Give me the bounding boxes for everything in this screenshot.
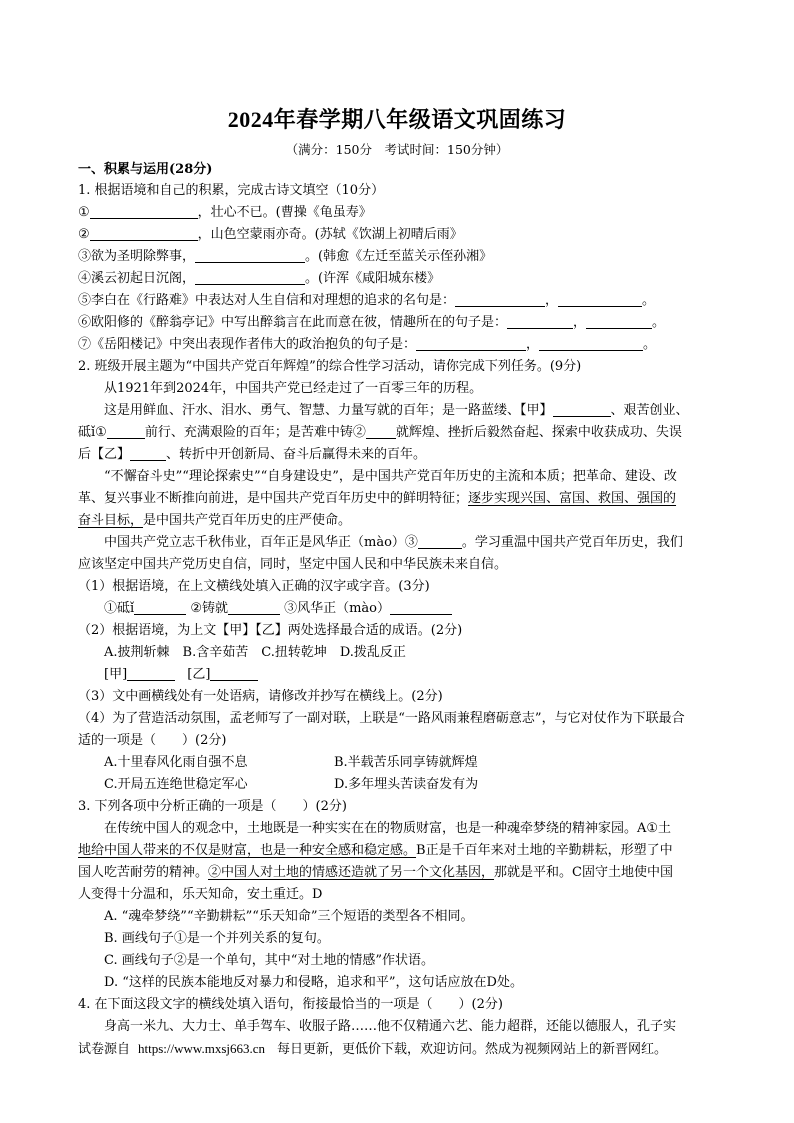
q2-sub-2-options: A.披荆斩棘 B.含辛茹苦 C.扭转乾坤 D.拨乱反正 [104,645,406,660]
q2-paragraph-3-line-3: 奋斗目标，是中国共产党百年历史的庄严使命。 [78,513,352,528]
q2-paragraph-2-line-1: 这是用鲜血、汗水、泪水、勇气、智慧、力量写就的百年；是一路蓝缕、【甲】 、艰苦创业、 [104,403,689,418]
q2-paragraph-3-line-1: “不懈奋斗史”“理论探索史”“自身建设史”，是中国共产党百年历史的主流和本质；把革命、建设、改 [104,469,677,484]
q1-item-7: ⑦《岳阳楼记》中突出表现作者伟大的政治抱负的句子是： ， 。 [78,337,657,352]
q2-paragraph-2-line-3: 后【乙】 、转折中开创新局、奋斗后赢得未来的百年。 [78,447,427,462]
option-b[interactable]: B.半载苦乐同享铸就辉煌 [334,755,478,770]
q2-sub-4-line-2: 适的一项是（ ）(2分) [78,733,227,748]
question-2-stem: 2. 班级开展主题为“中国共产党百年辉煌”的综合性学习活动，请你完成下列任务。(9分) [78,359,582,374]
answer-blank-jia[interactable] [127,666,175,681]
question-1-stem: 1. 根据语境和自己的积累，完成古诗文填空（10分） [78,183,385,198]
answer-blank-yi[interactable] [210,666,258,681]
q2-sub-2: （2）根据语境，为上文【甲】【乙】两处选择最合适的成语。(2分) [78,623,463,638]
fill-blank[interactable] [90,226,198,241]
fill-blank-yi[interactable] [130,446,166,461]
q3-passage-line-4: 人变得十分温和，乐天知命，安土重迁。D [78,887,323,902]
question-4-stem: 4. 在下面这段文字的横线处填入语句，衔接最恰当的一项是（ ）(2分) [78,997,503,1012]
fill-blank[interactable] [90,204,198,219]
q2-paragraph-3-line-2: 革、复兴事业不断推向前进，是中国共产党百年历史中的鲜明特征；逐步实现兴国、富国、救国、强国的 [78,491,677,506]
fill-blank[interactable] [195,270,305,285]
underlined-sentence: 奋斗目标， [78,513,144,528]
q1-item-5: ⑤李白在《行路难》中表达对人生自信和对理想的追求的名句是： ， 。 [78,293,656,308]
q1-item-2: ② ，山色空蒙雨亦奇。(苏轼《饮湖上初晴后雨》 [78,227,463,242]
q2-sub-3: （3）文中画横线处有一处语病，请修改并抄写在横线上。(2分) [78,689,443,704]
q3-passage-line-3: 国人吃苦耐劳的精神。②中国人对土地的情感还造就了另一个文化基因，那就是平和。C固守土地使中国 [78,865,673,880]
underlined-sentence-1: 地给中国人带来的不仅是财富，也是一种安全感和稳定感。 [78,843,417,858]
fill-blank-2[interactable] [366,424,396,439]
answer-blank-2[interactable] [228,600,280,615]
q3-option-d[interactable]: D. “这样的民族本能地反对暴力和侵略，追求和平”，这句话应放在D处。 [104,975,523,990]
exam-info: （满分：150分 考试时间：150分钟） [285,142,509,157]
page-title: 2024年春学期八年级语文巩固练习 [227,107,567,132]
q1-item-1: ① ，壮心不已。(曹操《龟虽寿》 [78,205,372,220]
option-d[interactable]: D.多年埋头苦读奋发有为 [334,777,479,792]
fill-blank[interactable] [455,292,545,307]
q3-option-c[interactable]: C. 画线句子②是一个单句，其中“对土地的情感”作状语。 [104,953,435,968]
q2-sub-4-line-1: （4）为了营造活动氛围，孟老师写了一副对联，上联是“一路风雨兼程磨砺意志”，与它对仗作为下联最合 [78,711,685,726]
underlined-sentence-2: ②中国人对土地的情感还造就了另一个文化基因， [208,865,495,880]
fill-blank[interactable] [507,314,573,329]
fill-blank[interactable] [195,248,305,263]
answer-blank-3[interactable] [390,600,452,615]
fill-blank[interactable] [416,336,526,351]
fill-blank[interactable] [539,336,643,351]
q2-sub-2-answers: [甲] [乙] [104,665,258,685]
q2-sub-1: （1）根据语境，在上文横线处填入正确的汉字或字音。(3分) [78,579,430,594]
option-c[interactable]: C.开局五连绝世稳定军心 [104,777,248,792]
q3-passage-line-1: 在传统中国人的观念中，土地既是一种实实在在的物质财富，也是一种魂牵梦绕的精神家园。A①土 [104,821,672,836]
fill-blank-1[interactable] [107,424,145,439]
q1-item-4: ④溪云初起日沉阁， 。(许浑《咸阳城东楼》 [78,271,441,286]
fill-blank[interactable] [558,292,642,307]
q4-passage-line-1: 身高一米九、大力士、单手驾车、收服子路……他不仅精通六艺、能力超群，还能以德服人，孔子实 [104,1019,677,1034]
source-link[interactable]: https://www.mxsj663.cn [138,1041,266,1056]
q2-paragraph-4-line-2: 应该坚定中国共产党历史自信，同时，坚定中国人民和中华民族未来自信。 [78,557,508,572]
answer-blank-1[interactable] [134,600,186,615]
section-heading: 一、积累与运用(28分) [78,162,213,177]
source-footer: 试卷源自 https://www.mxsj663.cn 每日更新，更低价下载，欢迎访问。然成为视频网站上的新晋网红。 [78,1041,668,1057]
fill-blank-3[interactable] [418,534,462,549]
fill-blank[interactable] [586,314,652,329]
q3-option-a[interactable]: A. “魂牵梦绕”“辛勤耕耘”“乐天知命”三个短语的类型各不相同。 [104,909,474,924]
q2-paragraph-1: 从1921年到2024年，中国共产党已经走过了一百零三年的历程。 [104,381,483,396]
q1-item-6: ⑥欧阳修的《醉翁亭记》中写出醉翁言在此而意在彼，情趣所在的句子是： ， 。 [78,315,666,330]
q3-passage-line-2: 地给中国人带来的不仅是财富，也是一种安全感和稳定感。B正是千百年来对土地的辛勤耕耘，形塑了中 [78,843,673,858]
option-a[interactable]: A.十里春风化雨自强不息 [104,755,248,770]
q1-item-3: ③欲为圣明除弊事， 。(韩愈《左迁至蓝关示侄孙湘》 [78,249,493,264]
q2-paragraph-2-line-2: 砥ǐ① 前行、充满艰险的百年；是苦难中铸② 就辉煌、挫折后毅然奋起、探索中收获成功、失误 [78,425,682,440]
question-3-stem: 3. 下列各项中分析正确的一项是（ ）(2分) [78,799,347,814]
fill-blank-jia[interactable] [553,402,611,417]
underlined-sentence: 逐步实现兴国、富国、救国、强国的 [468,491,677,506]
q2-paragraph-4-line-1: 中国共产党立志千秋伟业，百年正是风华正（mào）③ 。学习重温中国共产党百年历史，我们 [104,535,683,550]
q3-option-b[interactable]: B. 画线句子①是一个并列关系的复句。 [104,931,330,946]
q2-sub-1-answers: ①砥ǐ ②铸就 ③风华正（mào） [104,599,452,619]
